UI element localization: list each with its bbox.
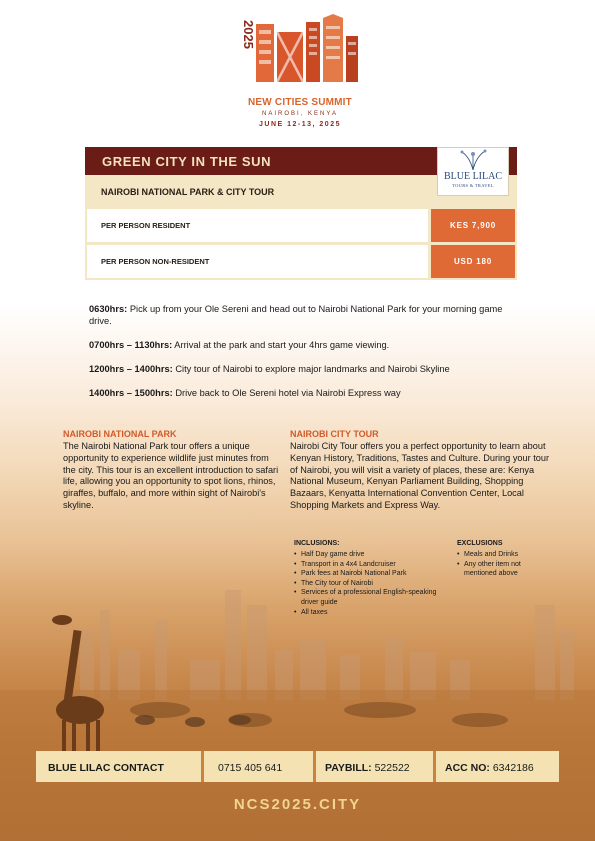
price-row-resident: [87, 209, 515, 242]
summit-dates: JUNE 12-13, 2025: [259, 121, 341, 128]
paybill: [325, 762, 410, 774]
tour-title: GREEN CITY IN THE SUN: [102, 154, 272, 169]
list-item: • The City tour of Nairobi: [294, 579, 446, 589]
operator-name: BLUE LILAC: [443, 171, 503, 182]
divider: [433, 751, 436, 782]
itinerary-item: [89, 387, 529, 399]
paybill-value: 522522: [374, 762, 410, 774]
footer-url[interactable]: NCS2025.CITY: [233, 796, 362, 813]
summit-location: NAIROBI, KENYA: [262, 111, 338, 117]
price-value: USD 180: [453, 257, 493, 266]
operator-tagline: TOURS & TRAVEL: [452, 183, 494, 188]
contact-label: BLUE LILAC CONTACT: [48, 762, 164, 774]
list-item: • Services of a professional English-speaking driver guide: [294, 588, 446, 607]
list-item: • Half Day game drive: [294, 550, 446, 560]
account-number: [445, 762, 534, 774]
city-body: Nairobi City Tour offers you a perfect opportunity to learn about Kenyan History, Traditions, Tastes and Culture. During your tour of Nairobi, you will visit a variety of places, these are: Kenya National Museum, Kenyan Parliament Building, Shopping Bazaars, Kenyatta International Convention Center, Local Shopping Markets and Express Way.: [290, 441, 550, 510]
itinerary-item: [89, 363, 529, 375]
summit-name: NEW CITIES SUMMIT: [248, 97, 352, 108]
tour-card: [85, 147, 517, 280]
itinerary-text: Pick up from your Ole Sereni and head out to Nairobi National Park for your morning game drive.: [89, 304, 503, 326]
inclusions-heading: INCLUSIONS:: [294, 540, 340, 547]
itinerary-item: [89, 339, 529, 351]
city-heading: NAIROBI CITY TOUR: [290, 429, 379, 439]
itinerary-text: City tour of Nairobi to explore major landmarks and Nairobi Skyline: [172, 364, 450, 374]
itinerary-item: [89, 303, 519, 327]
list-item: • Meals and Drinks: [457, 550, 547, 560]
summit-logo: [220, 14, 380, 132]
flower-logo-icon: [438, 148, 508, 172]
list-item: • Transport in a 4x4 Landcruiser: [294, 560, 446, 570]
list-item: • Park fees at Nairobi National Park: [294, 569, 446, 579]
divider: [201, 751, 204, 782]
list-item: • All taxes: [294, 608, 446, 618]
blue-lilac-logo: [437, 147, 509, 196]
list-item: • Any other item not mentioned above: [457, 560, 547, 579]
price-value: KES 7,900: [450, 221, 496, 230]
logo-year: 2025: [241, 20, 256, 49]
itinerary-time: 0630hrs:: [89, 304, 128, 314]
exclusions-heading: EXCLUSIONS: [457, 540, 503, 547]
itinerary-text: Drive back to Ole Sereni hotel via Nairobi Express way: [172, 388, 401, 398]
itinerary-text: Arrival at the park and start your 4hrs game viewing.: [172, 340, 390, 350]
price-label: PER PERSON NON-RESIDENT: [101, 257, 210, 266]
park-heading: NAIROBI NATIONAL PARK: [63, 429, 177, 439]
acc-label: ACC NO:: [445, 762, 490, 774]
skyline-logo-icon: [220, 14, 380, 96]
divider: [313, 751, 316, 782]
itinerary-time: 1200hrs – 1400hrs:: [89, 364, 173, 374]
tour-subtitle: NAIROBI NATIONAL PARK & CITY TOUR: [101, 187, 275, 197]
park-body: The Nairobi National Park tour offers a unique opportunity to experience wildlife just minutes from the city. This tour is an excellent introduction to safari life, allowing you an opportunity to spot lions, rhinos, giraffes, buffalo, and more within sight of Nairobi's skyline.: [63, 441, 279, 510]
acc-value: 6342186: [492, 762, 534, 774]
contact-phone[interactable]: 0715 405 641: [218, 762, 283, 774]
paybill-label: PAYBILL:: [325, 762, 372, 774]
contact-bar: [36, 751, 559, 782]
itinerary-time: 1400hrs – 1500hrs:: [89, 388, 173, 398]
price-row-non-resident: [87, 245, 515, 278]
price-label: PER PERSON RESIDENT: [101, 221, 191, 230]
itinerary-time: 0700hrs – 1130hrs:: [89, 340, 173, 350]
